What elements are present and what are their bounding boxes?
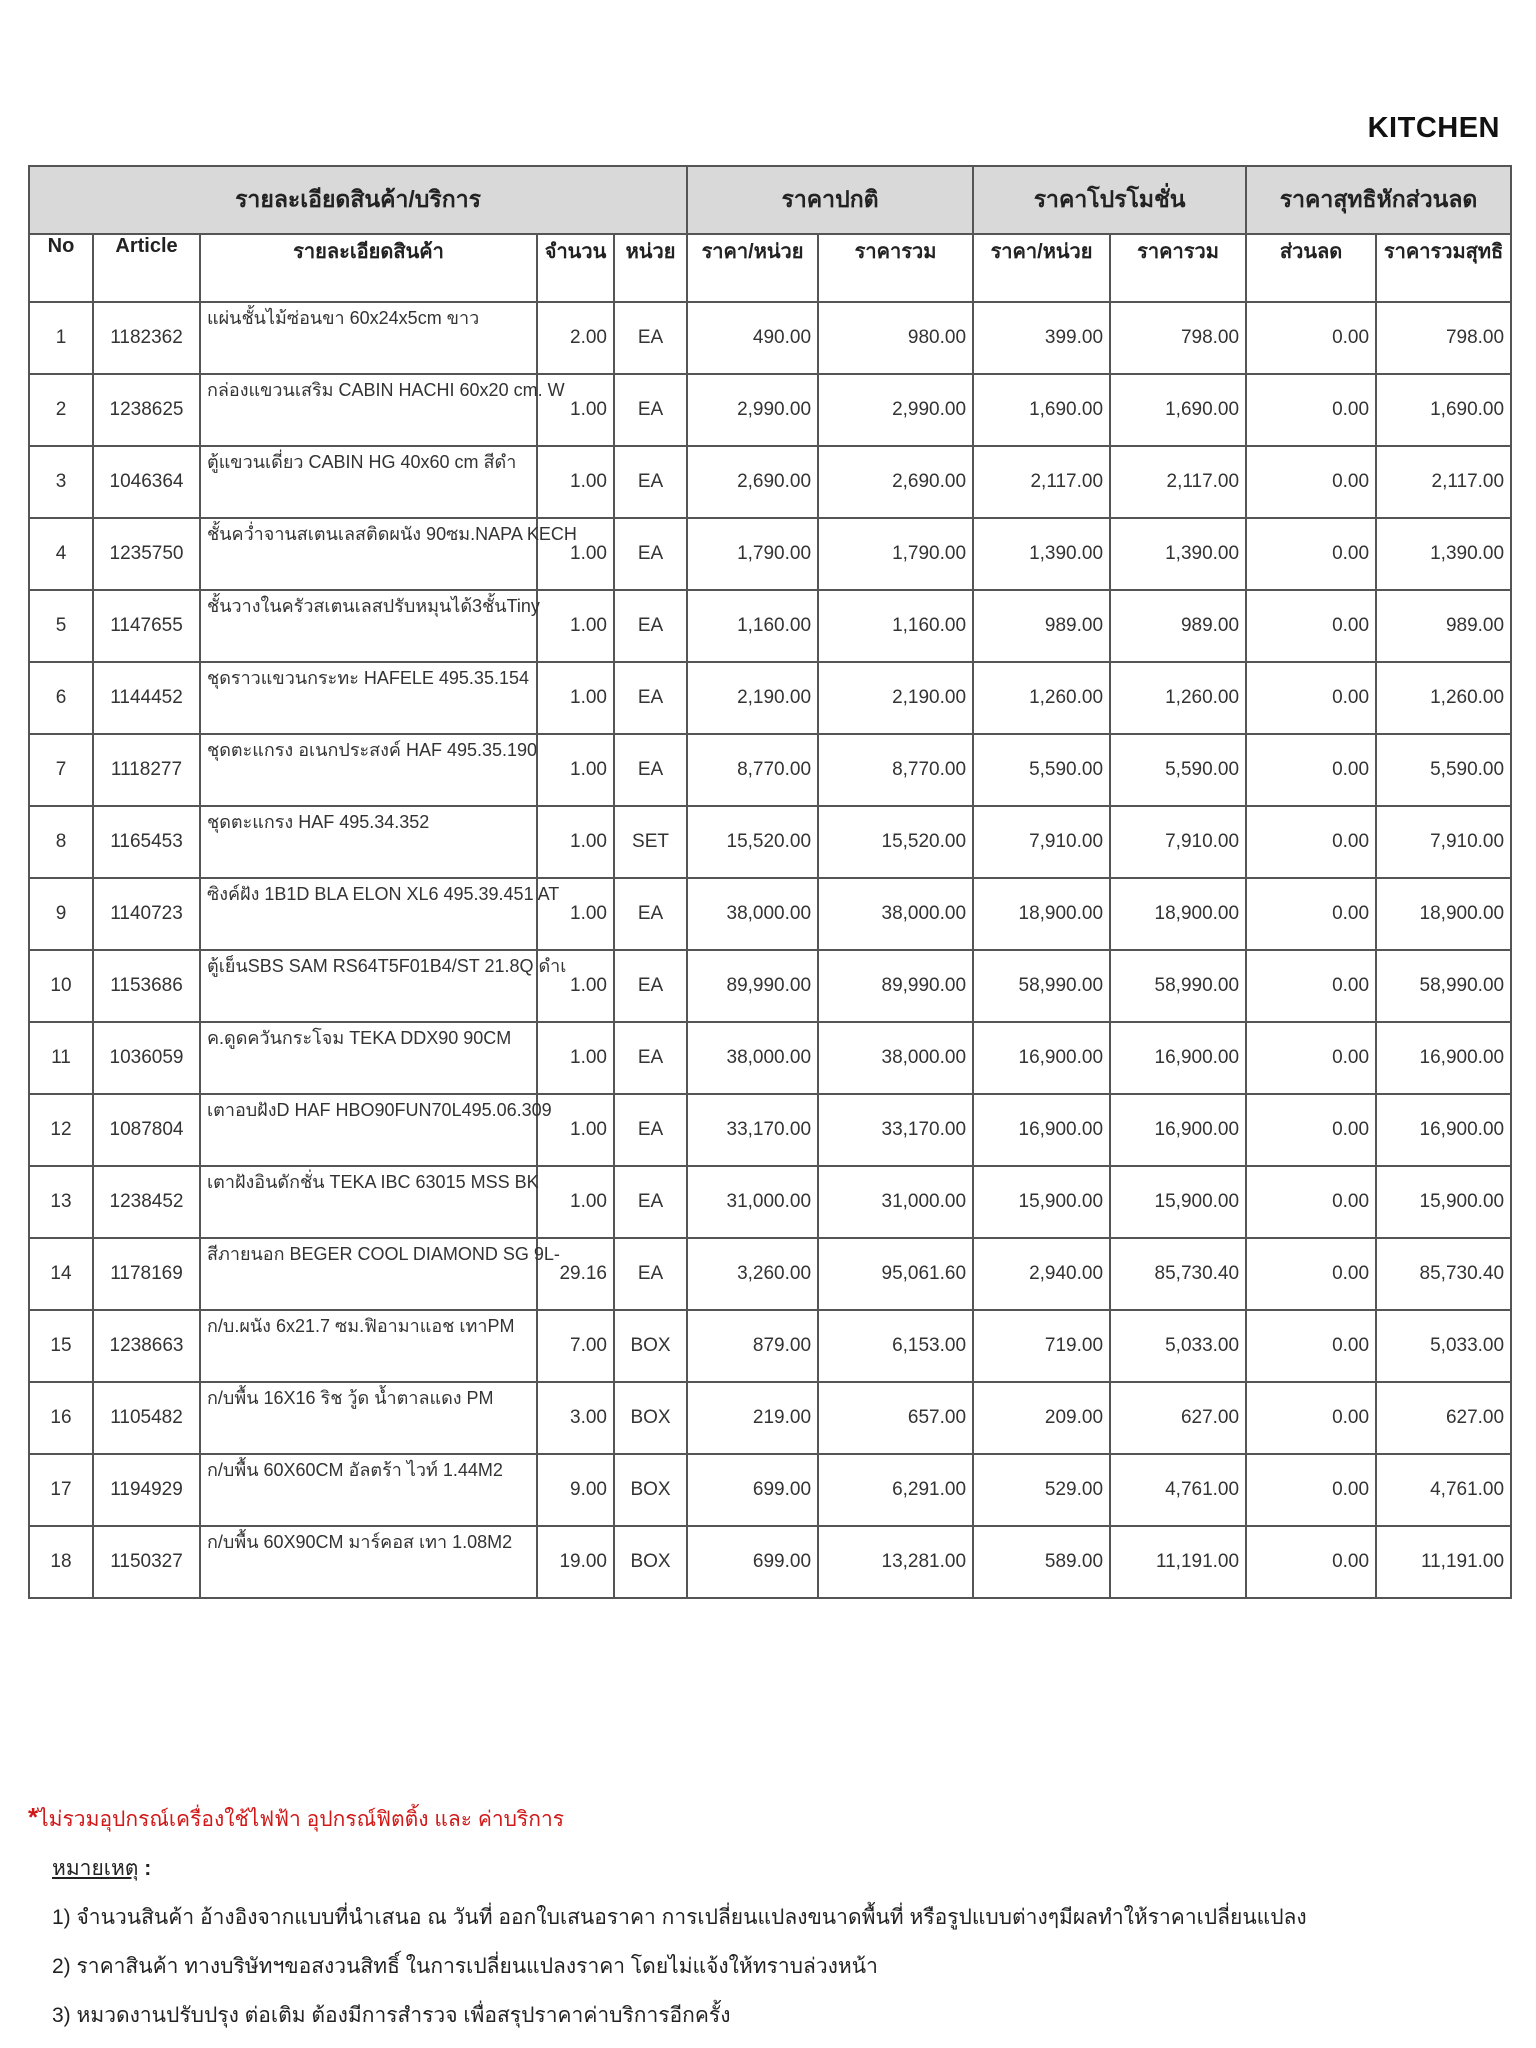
cell-reg-unit-price: 38,000.00 xyxy=(687,878,818,950)
cell-reg-unit-price: 219.00 xyxy=(687,1382,818,1454)
cell-qty: 2.00 xyxy=(537,302,614,374)
cell-net-total: 1,690.00 xyxy=(1376,374,1511,446)
cell-promo-unit-price: 58,990.00 xyxy=(973,950,1110,1022)
table-row xyxy=(29,878,1511,950)
group-header-row xyxy=(29,166,1511,234)
column-header-unit: หน่วย xyxy=(614,234,687,302)
cell-discount: 0.00 xyxy=(1246,1454,1376,1526)
remark-item-3: 3) หมวดงานปรับปรุง ต่อเติม ต้องมีการสำรวจ เพื่อสรุปราคาค่าบริการอีกครั้ง xyxy=(52,2004,731,2027)
cell-discount: 0.00 xyxy=(1246,878,1376,950)
remark-title: หมายเหตุ xyxy=(52,1857,139,1880)
cell-reg-total: 33,170.00 xyxy=(818,1094,973,1166)
cell-net-total: 16,900.00 xyxy=(1376,1094,1511,1166)
group-header-net-price: ราคาสุทธิหักส่วนลด xyxy=(1246,166,1511,234)
cell-reg-unit-price: 38,000.00 xyxy=(687,1022,818,1094)
cell-qty: 1.00 xyxy=(537,446,614,518)
cell-description: กล่องแขวนเสริม CABIN HACHI 60x20 cm. W xyxy=(200,374,537,446)
cell-description: ตู้เย็นSBS SAM RS64T5F01B4/ST 21.8Q ดำเ xyxy=(200,950,537,1022)
cell-net-total: 798.00 xyxy=(1376,302,1511,374)
section-title: KITCHEN xyxy=(1367,112,1500,144)
cell-discount: 0.00 xyxy=(1246,590,1376,662)
cell-reg-total: 6,153.00 xyxy=(818,1310,973,1382)
cell-description: ค.ดูดควันกระโจม TEKA DDX90 90CM xyxy=(200,1022,537,1094)
cell-description: ชุดตะแกรง HAF 495.34.352 xyxy=(200,806,537,878)
cell-article: 1165453 xyxy=(93,806,200,878)
cell-qty: 1.00 xyxy=(537,1166,614,1238)
cell-reg-total: 6,291.00 xyxy=(818,1454,973,1526)
cell-reg-total: 2,990.00 xyxy=(818,374,973,446)
table-row xyxy=(29,446,1511,518)
cell-article: 1153686 xyxy=(93,950,200,1022)
cell-net-total: 1,390.00 xyxy=(1376,518,1511,590)
cell-discount: 0.00 xyxy=(1246,518,1376,590)
cell-net-total: 989.00 xyxy=(1376,590,1511,662)
table-row xyxy=(29,590,1511,662)
table-row xyxy=(29,1382,1511,1454)
cell-reg-total: 1,160.00 xyxy=(818,590,973,662)
cell-qty: 1.00 xyxy=(537,518,614,590)
cell-qty: 29.16 xyxy=(537,1238,614,1310)
cell-promo-unit-price: 18,900.00 xyxy=(973,878,1110,950)
cell-promo-unit-price: 209.00 xyxy=(973,1382,1110,1454)
cell-article: 1235750 xyxy=(93,518,200,590)
cell-reg-unit-price: 699.00 xyxy=(687,1454,818,1526)
cell-description: เตาฝังอินดักชั่น TEKA IBC 63015 MSS BK xyxy=(200,1166,537,1238)
cell-unit: EA xyxy=(614,446,687,518)
cell-reg-total: 657.00 xyxy=(818,1382,973,1454)
cell-promo-unit-price: 15,900.00 xyxy=(973,1166,1110,1238)
cell-reg-total: 8,770.00 xyxy=(818,734,973,806)
cell-qty: 1.00 xyxy=(537,806,614,878)
column-header-promo-unit-price: ราคา/หน่วย xyxy=(973,234,1110,302)
cell-article: 1140723 xyxy=(93,878,200,950)
cell-discount: 0.00 xyxy=(1246,1022,1376,1094)
cell-description: ซิงค์ฝัง 1B1D BLA ELON XL6 495.39.451 AT xyxy=(200,878,537,950)
cell-no: 9 xyxy=(29,878,93,950)
cell-reg-total: 13,281.00 xyxy=(818,1526,973,1598)
cell-no: 5 xyxy=(29,590,93,662)
cell-reg-total: 38,000.00 xyxy=(818,1022,973,1094)
table-row xyxy=(29,1454,1511,1526)
cell-no: 7 xyxy=(29,734,93,806)
cell-reg-unit-price: 1,160.00 xyxy=(687,590,818,662)
cell-net-total: 627.00 xyxy=(1376,1382,1511,1454)
cell-reg-total: 31,000.00 xyxy=(818,1166,973,1238)
cell-description: สีภายนอก BEGER COOL DIAMOND SG 9L- xyxy=(200,1238,537,1310)
cell-qty: 1.00 xyxy=(537,1094,614,1166)
cell-reg-unit-price: 2,690.00 xyxy=(687,446,818,518)
cell-unit: BOX xyxy=(614,1310,687,1382)
remark-colon: : xyxy=(138,1857,152,1880)
cell-promo-unit-price: 16,900.00 xyxy=(973,1094,1110,1166)
cell-promo-total: 5,033.00 xyxy=(1110,1310,1246,1382)
cell-qty: 1.00 xyxy=(537,590,614,662)
cell-promo-unit-price: 529.00 xyxy=(973,1454,1110,1526)
cell-description: ชั้นวางในครัวสเตนเลสปรับหมุนได้3ชั้นTiny xyxy=(200,590,537,662)
cell-net-total: 85,730.40 xyxy=(1376,1238,1511,1310)
cell-promo-total: 4,761.00 xyxy=(1110,1454,1246,1526)
cell-promo-total: 11,191.00 xyxy=(1110,1526,1246,1598)
table-row xyxy=(29,1094,1511,1166)
cell-net-total: 7,910.00 xyxy=(1376,806,1511,878)
cell-promo-unit-price: 989.00 xyxy=(973,590,1110,662)
cell-reg-unit-price: 15,520.00 xyxy=(687,806,818,878)
table-row xyxy=(29,1022,1511,1094)
cell-description: ชั้นคว่ำจานสเตนเลสติดผนัง 90ซม.NAPA KECH xyxy=(200,518,537,590)
cell-reg-total: 38,000.00 xyxy=(818,878,973,950)
column-header-net-total: ราคารวมสุทธิ xyxy=(1376,234,1511,302)
cell-description: ชุดตะแกรง อเนกประสงค์ HAF 495.35.190 xyxy=(200,734,537,806)
cell-reg-unit-price: 490.00 xyxy=(687,302,818,374)
cell-promo-unit-price: 1,260.00 xyxy=(973,662,1110,734)
column-header-reg-unit-price: ราคา/หน่วย xyxy=(687,234,818,302)
notes-section xyxy=(28,1802,1508,2032)
cell-unit: EA xyxy=(614,662,687,734)
cell-no: 17 xyxy=(29,1454,93,1526)
column-header-article: Article xyxy=(93,234,200,302)
cell-reg-unit-price: 2,190.00 xyxy=(687,662,818,734)
cell-no: 11 xyxy=(29,1022,93,1094)
cell-article: 1178169 xyxy=(93,1238,200,1310)
group-header-regular-price: ราคาปกติ xyxy=(687,166,973,234)
cell-unit: BOX xyxy=(614,1382,687,1454)
table-row xyxy=(29,1238,1511,1310)
cell-net-total: 2,117.00 xyxy=(1376,446,1511,518)
table-row xyxy=(29,1310,1511,1382)
cell-net-total: 1,260.00 xyxy=(1376,662,1511,734)
column-header-promo-total: ราคารวม xyxy=(1110,234,1246,302)
cell-promo-unit-price: 1,690.00 xyxy=(973,374,1110,446)
cell-net-total: 4,761.00 xyxy=(1376,1454,1511,1526)
cell-qty: 3.00 xyxy=(537,1382,614,1454)
cell-description: ก/บพื้น 60X60CM อัลตร้า ไวท์ 1.44M2 xyxy=(200,1454,537,1526)
cell-article: 1147655 xyxy=(93,590,200,662)
cell-discount: 0.00 xyxy=(1246,374,1376,446)
cell-no: 12 xyxy=(29,1094,93,1166)
cell-article: 1046364 xyxy=(93,446,200,518)
cell-promo-total: 16,900.00 xyxy=(1110,1094,1246,1166)
cell-description: ก/บพื้น 60X90CM มาร์คอส เทา 1.08M2 xyxy=(200,1526,537,1598)
cell-unit: EA xyxy=(614,590,687,662)
table-row xyxy=(29,374,1511,446)
cell-reg-total: 980.00 xyxy=(818,302,973,374)
cell-promo-total: 2,117.00 xyxy=(1110,446,1246,518)
cell-article: 1036059 xyxy=(93,1022,200,1094)
cell-article: 1182362 xyxy=(93,302,200,374)
table-row xyxy=(29,950,1511,1022)
cell-discount: 0.00 xyxy=(1246,806,1376,878)
cell-promo-total: 1,690.00 xyxy=(1110,374,1246,446)
cell-promo-total: 627.00 xyxy=(1110,1382,1246,1454)
cell-qty: 7.00 xyxy=(537,1310,614,1382)
cell-net-total: 15,900.00 xyxy=(1376,1166,1511,1238)
remark-item-2: 2) ราคาสินค้า ทางบริษัทฯขอสงวนสิทธิ์ ในการเปลี่ยนแปลงราคา โดยไม่แจ้งให้ทราบล่วงหน้า xyxy=(52,1955,878,1978)
table-row xyxy=(29,1526,1511,1598)
cell-no: 2 xyxy=(29,374,93,446)
table-row xyxy=(29,518,1511,590)
cell-reg-unit-price: 33,170.00 xyxy=(687,1094,818,1166)
cell-reg-unit-price: 31,000.00 xyxy=(687,1166,818,1238)
cell-unit: EA xyxy=(614,950,687,1022)
cell-net-total: 11,191.00 xyxy=(1376,1526,1511,1598)
cell-no: 18 xyxy=(29,1526,93,1598)
group-header-details: รายละเอียดสินค้า/บริการ xyxy=(29,166,687,234)
cell-no: 15 xyxy=(29,1310,93,1382)
cell-promo-unit-price: 719.00 xyxy=(973,1310,1110,1382)
cell-reg-unit-price: 879.00 xyxy=(687,1310,818,1382)
cell-reg-total: 95,061.60 xyxy=(818,1238,973,1310)
cell-promo-total: 7,910.00 xyxy=(1110,806,1246,878)
cell-net-total: 16,900.00 xyxy=(1376,1022,1511,1094)
cell-discount: 0.00 xyxy=(1246,1238,1376,1310)
group-header-promotion-price: ราคาโปรโมชั่น xyxy=(973,166,1246,234)
cell-no: 3 xyxy=(29,446,93,518)
cell-unit: EA xyxy=(614,734,687,806)
cell-unit: EA xyxy=(614,1166,687,1238)
cell-no: 16 xyxy=(29,1382,93,1454)
cell-net-total: 5,590.00 xyxy=(1376,734,1511,806)
cell-unit: EA xyxy=(614,878,687,950)
cell-promo-total: 16,900.00 xyxy=(1110,1022,1246,1094)
column-header-reg-total: ราคารวม xyxy=(818,234,973,302)
cell-discount: 0.00 xyxy=(1246,1094,1376,1166)
cell-reg-unit-price: 8,770.00 xyxy=(687,734,818,806)
table-row xyxy=(29,734,1511,806)
exclusion-warning xyxy=(28,1802,1508,1836)
cell-description: เตาอบฝังD HAF HBO90FUN70L495.06.309 xyxy=(200,1094,537,1166)
cell-qty: 1.00 xyxy=(537,662,614,734)
cell-no: 13 xyxy=(29,1166,93,1238)
cell-unit: EA xyxy=(614,518,687,590)
cell-promo-unit-price: 399.00 xyxy=(973,302,1110,374)
cell-promo-total: 5,590.00 xyxy=(1110,734,1246,806)
cell-description: ชุดราวแขวนกระทะ HAFELE 495.35.154 xyxy=(200,662,537,734)
cell-article: 1087804 xyxy=(93,1094,200,1166)
cell-promo-unit-price: 2,117.00 xyxy=(973,446,1110,518)
column-header-qty: จำนวน xyxy=(537,234,614,302)
cell-promo-total: 58,990.00 xyxy=(1110,950,1246,1022)
quotation-table xyxy=(28,165,1512,1599)
warning-text: ไม่รวมอุปกรณ์เครื่องใช้ไฟฟ้า อุปกรณ์ฟิตติ้ง และ ค่าบริการ xyxy=(38,1808,565,1831)
cell-qty: 9.00 xyxy=(537,1454,614,1526)
cell-article: 1105482 xyxy=(93,1382,200,1454)
cell-unit: EA xyxy=(614,1094,687,1166)
cell-article: 1238625 xyxy=(93,374,200,446)
table-row xyxy=(29,806,1511,878)
cell-description: ตู้แขวนเดี่ยว CABIN HG 40x60 cm สีดำ xyxy=(200,446,537,518)
cell-reg-unit-price: 1,790.00 xyxy=(687,518,818,590)
cell-no: 4 xyxy=(29,518,93,590)
cell-net-total: 18,900.00 xyxy=(1376,878,1511,950)
cell-reg-unit-price: 3,260.00 xyxy=(687,1238,818,1310)
table-row xyxy=(29,302,1511,374)
cell-discount: 0.00 xyxy=(1246,1382,1376,1454)
cell-unit: EA xyxy=(614,374,687,446)
cell-promo-total: 1,390.00 xyxy=(1110,518,1246,590)
cell-discount: 0.00 xyxy=(1246,1526,1376,1598)
cell-promo-unit-price: 589.00 xyxy=(973,1526,1110,1598)
cell-net-total: 58,990.00 xyxy=(1376,950,1511,1022)
cell-discount: 0.00 xyxy=(1246,302,1376,374)
cell-unit: SET xyxy=(614,806,687,878)
cell-discount: 0.00 xyxy=(1246,1310,1376,1382)
cell-no: 6 xyxy=(29,662,93,734)
cell-promo-unit-price: 1,390.00 xyxy=(973,518,1110,590)
cell-unit: EA xyxy=(614,1238,687,1310)
table-row xyxy=(29,662,1511,734)
table-row xyxy=(29,1166,1511,1238)
cell-no: 8 xyxy=(29,806,93,878)
cell-qty: 1.00 xyxy=(537,734,614,806)
cell-promo-total: 85,730.40 xyxy=(1110,1238,1246,1310)
cell-promo-total: 18,900.00 xyxy=(1110,878,1246,950)
cell-promo-unit-price: 5,590.00 xyxy=(973,734,1110,806)
cell-article: 1238452 xyxy=(93,1166,200,1238)
cell-reg-unit-price: 699.00 xyxy=(687,1526,818,1598)
cell-unit: EA xyxy=(614,302,687,374)
table-body xyxy=(29,302,1511,1598)
cell-article: 1144452 xyxy=(93,662,200,734)
cell-article: 1238663 xyxy=(93,1310,200,1382)
cell-unit: BOX xyxy=(614,1526,687,1598)
cell-description: แผ่นชั้นไม้ซ่อนขา 60x24x5cm ขาว xyxy=(200,302,537,374)
remark-item-1: 1) จำนวนสินค้า อ้างอิงจากแบบที่นำเสนอ ณ วันที่ ออกใบเสนอราคา การเปลี่ยนแปลงขนาดพื้นที่ หรือรูปแบบต่างๆมีผลทำให้ราคาเปลี่ยนแปลง xyxy=(52,1906,1307,1929)
column-header-row xyxy=(29,234,1511,302)
cell-unit: EA xyxy=(614,1022,687,1094)
cell-discount: 0.00 xyxy=(1246,734,1376,806)
cell-article: 1150327 xyxy=(93,1526,200,1598)
cell-no: 14 xyxy=(29,1238,93,1310)
cell-discount: 0.00 xyxy=(1246,446,1376,518)
cell-reg-total: 15,520.00 xyxy=(818,806,973,878)
cell-reg-total: 1,790.00 xyxy=(818,518,973,590)
cell-discount: 0.00 xyxy=(1246,950,1376,1022)
remark-heading xyxy=(52,1852,1508,1885)
cell-article: 1194929 xyxy=(93,1454,200,1526)
cell-reg-unit-price: 89,990.00 xyxy=(687,950,818,1022)
cell-description: ก/บพื้น 16X16 ริช วู้ด น้ำตาลแดง PM xyxy=(200,1382,537,1454)
cell-reg-total: 89,990.00 xyxy=(818,950,973,1022)
cell-promo-unit-price: 16,900.00 xyxy=(973,1022,1110,1094)
cell-reg-total: 2,690.00 xyxy=(818,446,973,518)
cell-reg-total: 2,190.00 xyxy=(818,662,973,734)
cell-qty: 1.00 xyxy=(537,878,614,950)
cell-qty: 1.00 xyxy=(537,1022,614,1094)
cell-discount: 0.00 xyxy=(1246,662,1376,734)
cell-qty: 1.00 xyxy=(537,374,614,446)
cell-no: 1 xyxy=(29,302,93,374)
warning-asterisk: * xyxy=(28,1802,39,1832)
cell-reg-unit-price: 2,990.00 xyxy=(687,374,818,446)
cell-description: ก/บ.ผนัง 6x21.7 ซม.ฟิอามาแอช เทาPM xyxy=(200,1310,537,1382)
cell-promo-total: 15,900.00 xyxy=(1110,1166,1246,1238)
column-header-description: รายละเอียดสินค้า xyxy=(200,234,537,302)
cell-promo-total: 798.00 xyxy=(1110,302,1246,374)
cell-promo-unit-price: 2,940.00 xyxy=(973,1238,1110,1310)
cell-promo-total: 1,260.00 xyxy=(1110,662,1246,734)
cell-unit: BOX xyxy=(614,1454,687,1526)
cell-net-total: 5,033.00 xyxy=(1376,1310,1511,1382)
cell-no: 10 xyxy=(29,950,93,1022)
column-header-discount: ส่วนลด xyxy=(1246,234,1376,302)
cell-qty: 19.00 xyxy=(537,1526,614,1598)
cell-qty: 1.00 xyxy=(537,950,614,1022)
cell-promo-unit-price: 7,910.00 xyxy=(973,806,1110,878)
cell-promo-total: 989.00 xyxy=(1110,590,1246,662)
cell-discount: 0.00 xyxy=(1246,1166,1376,1238)
column-header-no: No xyxy=(29,234,93,302)
cell-article: 1118277 xyxy=(93,734,200,806)
